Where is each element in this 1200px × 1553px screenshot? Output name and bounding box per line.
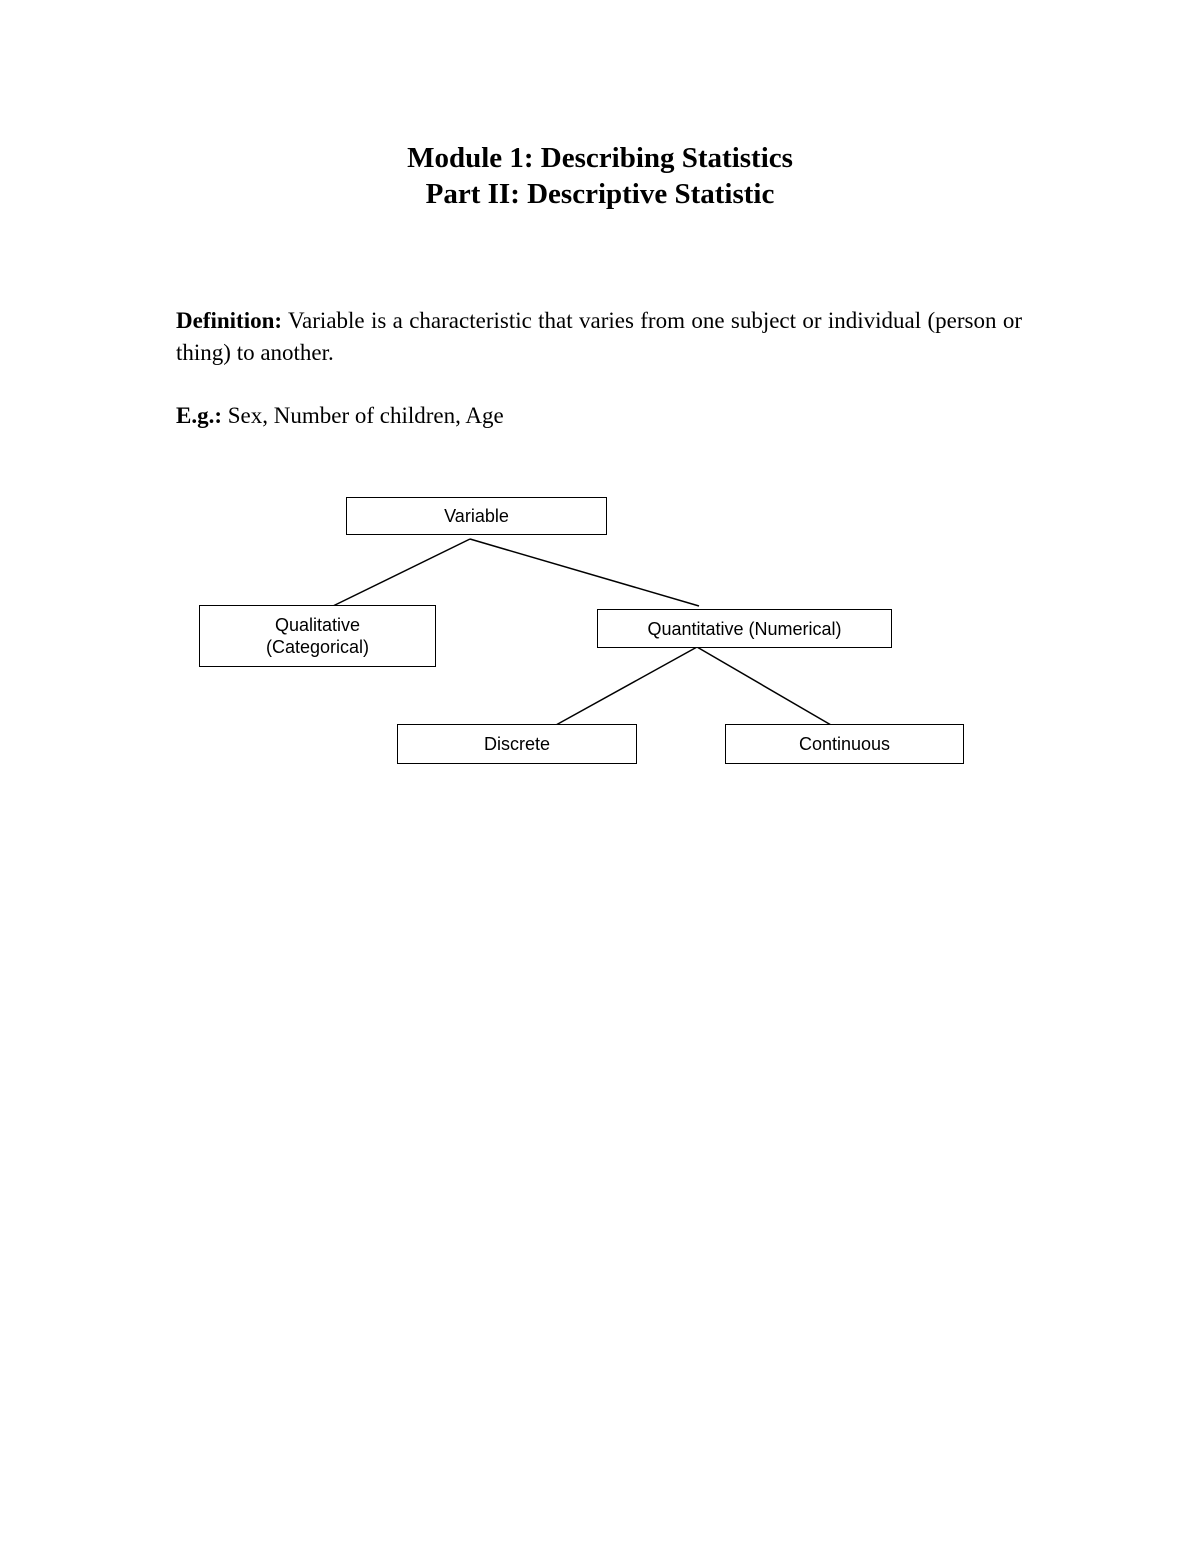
title-line-module: Module 1: Describing Statistics [407, 142, 793, 174]
node-discrete [397, 724, 637, 764]
connector-root-quantitative [470, 539, 699, 606]
node-continuous [725, 724, 964, 764]
definition-label: Definition: [176, 308, 283, 333]
node-variable [346, 497, 607, 535]
node-qualitative-label: Qualitative [274, 615, 361, 635]
connector-quantitative-discrete [556, 647, 697, 725]
node-qualitative-sublabel: (Categorical) [265, 637, 370, 657]
node-discrete-label: Discrete [483, 734, 550, 754]
title-line-part: Part II: Descriptive Statistic [425, 178, 775, 210]
example-label: E.g.: [176, 403, 222, 428]
node-continuous-label: Continuous [798, 734, 891, 754]
node-quantitative [597, 609, 892, 648]
page-title [0, 140, 1200, 212]
example-text: Sex, Number of children, Age [222, 403, 504, 428]
node-qualitative [199, 605, 436, 667]
node-variable-label: Variable [444, 506, 509, 526]
connector-quantitative-continuous [697, 647, 831, 725]
example-paragraph [176, 400, 1022, 432]
definition-paragraph [176, 305, 1022, 369]
definition-text: Variable is a characteristic that varies from one subject or individual (person or thing) to another. [176, 308, 1022, 365]
connector-root-qualitative [333, 539, 470, 606]
node-quantitative-label: Quantitative (Numerical) [647, 618, 842, 639]
